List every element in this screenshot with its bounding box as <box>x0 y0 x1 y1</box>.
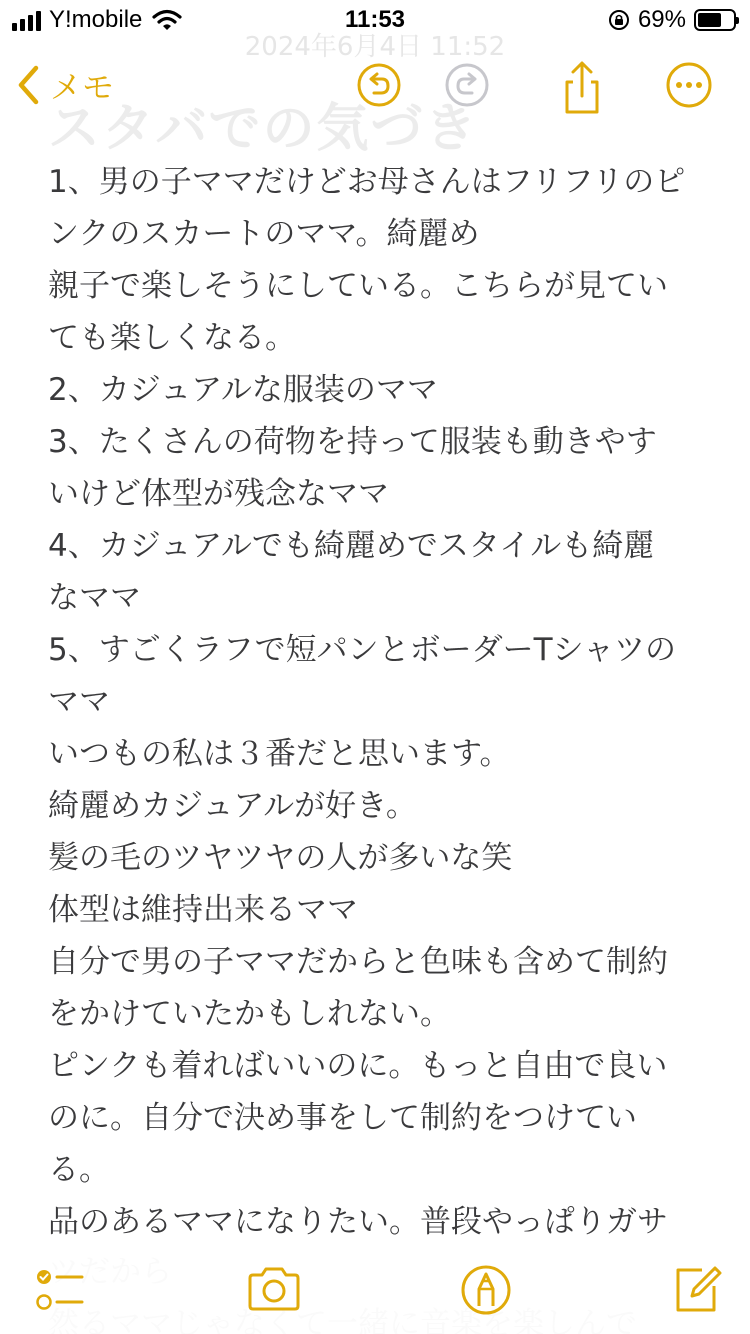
note-line: 品のあるママになりたい。普段やっぱりガサ <box>48 1204 668 1240</box>
note-line: る。 <box>48 1152 110 1188</box>
camera-button[interactable] <box>246 1262 302 1318</box>
note-line: 綺麗めカジュアルが好き。 <box>48 788 417 824</box>
note-line: のに。自分で決め事をして制約をつけてい <box>48 1100 637 1136</box>
note-line: 3、たくさんの荷物を持って服装も動きやす <box>48 424 657 460</box>
carrier-label: Y!mobile <box>49 6 143 33</box>
back-label: メモ <box>50 68 115 106</box>
note-line: 5、すごくラフで短パンとボーダーTシャツの <box>48 632 676 668</box>
battery-fill <box>698 13 721 27</box>
status-bar <box>0 0 750 40</box>
more-icon <box>664 60 714 110</box>
compose-icon <box>670 1262 726 1318</box>
note-title: スタバでの気づき <box>48 99 479 159</box>
back-button[interactable] <box>16 62 114 108</box>
note-line: ンクのスカートのママ。綺麗め <box>48 216 480 252</box>
more-button[interactable] <box>664 60 714 110</box>
redo-icon <box>442 60 492 110</box>
undo-icon <box>354 60 404 110</box>
note-body[interactable] <box>48 156 708 1248</box>
note-line: なママ <box>48 580 141 616</box>
note-line: 2、カジュアルな服装のママ <box>48 372 438 408</box>
note-line: 1、男の子ママだけどお母さんはフリフリのピ <box>48 164 686 200</box>
battery-icon <box>694 9 736 31</box>
nav-bar <box>0 50 750 120</box>
battery-percent: 69% <box>637 6 686 33</box>
note-line: ママ <box>48 684 110 720</box>
share-icon <box>557 60 607 116</box>
note-line: 親子で楽しそうにしている。こちらが見てい <box>48 268 668 304</box>
markup-button[interactable] <box>458 1262 514 1318</box>
orientation-lock-icon <box>608 9 630 31</box>
note-line: いけど体型が残念なママ <box>48 476 389 512</box>
status-time: 11:53 <box>344 6 406 33</box>
compose-button[interactable] <box>670 1262 726 1318</box>
share-button[interactable] <box>557 60 607 110</box>
note-line: 体型は維持出来るママ <box>48 892 358 928</box>
redo-button[interactable] <box>442 60 492 110</box>
undo-button[interactable] <box>354 60 404 110</box>
checklist-button[interactable] <box>32 1262 88 1318</box>
markup-icon <box>458 1262 514 1318</box>
note-line: 髪の毛のツヤツヤの人が多いな笑 <box>48 840 513 876</box>
note-line: ピンクも着ればいいのに。もっと自由で良い <box>48 1048 668 1084</box>
bottom-toolbar <box>0 1262 750 1318</box>
status-right <box>608 6 736 34</box>
note-line: をかけていたかもしれない。 <box>48 996 451 1032</box>
note-line: いつもの私は３番だと思います。 <box>48 736 511 772</box>
checklist-icon <box>32 1262 88 1318</box>
chevron-left-icon <box>16 65 40 105</box>
note-line: ても楽しくなる。 <box>48 320 296 356</box>
note-date: 2024年6月4日 11:52 <box>244 32 506 62</box>
note-line: 4、カジュアルでも綺麗めでスタイルも綺麗 <box>48 528 655 564</box>
camera-icon <box>246 1262 302 1318</box>
note-line: 自分で男の子ママだからと色味も含めて制約 <box>48 944 668 980</box>
